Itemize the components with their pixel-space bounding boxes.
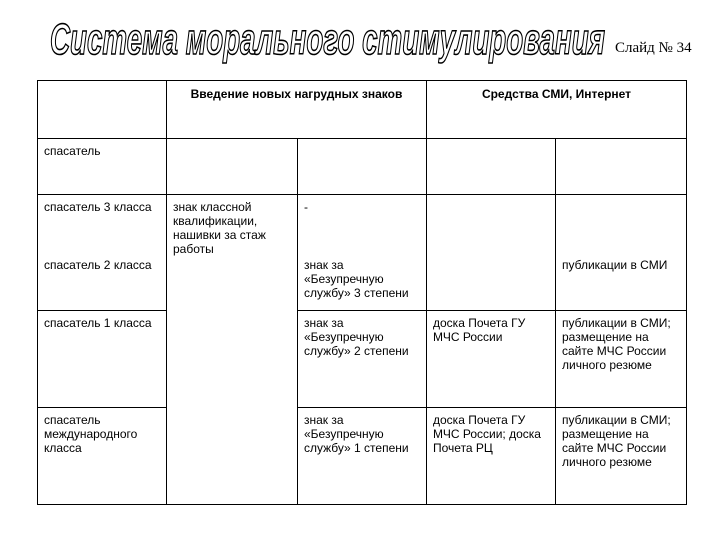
rank-cell: спасатель международного класса	[38, 408, 167, 505]
board-cell: доска Почета ГУ МЧС России; доска Почета РЦ	[427, 408, 556, 505]
badge-cell: -	[298, 195, 427, 253]
media-cell: публикации в СМИ; размещение на сайте МЧС России личного резюме	[556, 408, 687, 505]
media-cell: публикации в СМИ	[556, 253, 687, 311]
incentive-table	[37, 80, 687, 505]
badge-cell: знак классной квалификации, нашивки за стаж работы	[167, 195, 298, 505]
badge-cell: знак за «Безупречную службу» 3 степени	[298, 253, 427, 311]
table-row	[38, 311, 687, 408]
table-row	[38, 408, 687, 505]
table-header-row	[38, 81, 687, 139]
rank-cell: спасатель 2 класса	[38, 253, 167, 311]
rank-cell: спасатель 3 класса	[38, 195, 167, 253]
rank-cell: спасатель 1 класса	[38, 311, 167, 408]
header-empty-cell	[38, 81, 167, 139]
badge-cell: знак за «Безупречную службу» 1 степени	[298, 408, 427, 505]
header-badges: Введение новых нагрудных знаков	[167, 81, 427, 139]
svg-text:Система морального стимулирова: Система морального стимулирования	[50, 15, 606, 64]
media-cell: публикации в СМИ; размещение на сайте МЧС России личного резюме	[556, 311, 687, 408]
badge-cell: знак за «Безупречную службу» 2 степени	[298, 311, 427, 408]
page-title	[50, 8, 610, 68]
table-row	[38, 195, 687, 253]
slide-number: Слайд № 34	[615, 40, 692, 56]
header-media: Средства СМИ, Интернет	[427, 81, 687, 139]
rank-cell: спасатель	[38, 139, 167, 195]
table-row	[38, 139, 687, 195]
table-row	[38, 253, 687, 311]
board-cell: доска Почета ГУ МЧС России	[427, 311, 556, 408]
